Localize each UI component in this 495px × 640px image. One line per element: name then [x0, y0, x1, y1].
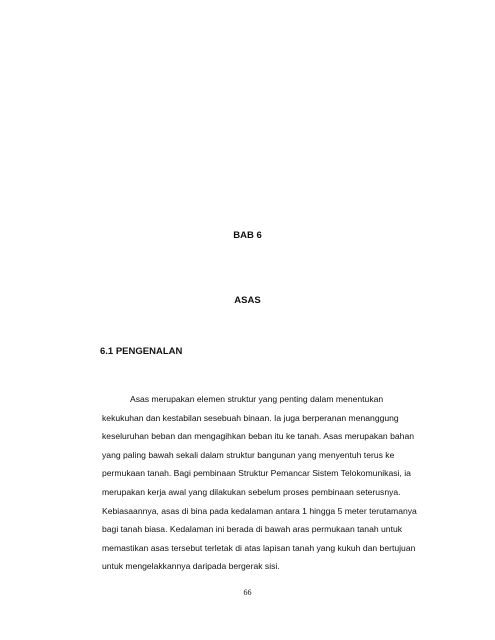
- paragraph-line: kekukuhan dan kestabilan sesebuah binaan. Ia juga berperanan menanggung: [102, 412, 399, 423]
- paragraph-line: untuk mengelakkannya daripada bergerak sisi.: [102, 561, 280, 572]
- body-paragraph: [102, 390, 417, 576]
- chapter-number: BAB 6: [233, 230, 262, 241]
- paragraph-line: keseluruhan beban dan mengagihkan beban itu ke tanah. Asas merupakan bahan: [102, 431, 414, 442]
- paragraph-line: Asas merupakan elemen struktur yang penting dalam menentukan: [130, 394, 384, 404]
- paragraph-line: memastikan asas tersebut terletak di atas lapisan tanah yang kukuh dan bertujuan: [102, 542, 416, 553]
- section-heading: 6.1 PENGENALAN: [100, 346, 183, 357]
- chapter-title: ASAS: [234, 295, 261, 306]
- paragraph-line: merupakan kerja awal yang dilakukan sebelum proses pembinaan seterusnya.: [102, 486, 401, 497]
- paragraph-line: permukaan tanah. Bagi pembinaan Struktur Pemancar Sistem Telokomunikasi, ia: [102, 468, 411, 479]
- paragraph-line: Kebiasaannya, asas di bina pada kedalaman antara 1 hingga 5 meter terutamanya: [102, 505, 417, 516]
- paragraph-line: yang paling bawah sekali dalam struktur bangunan yang menyentuh terus ke: [102, 449, 395, 460]
- page-number: 66: [243, 588, 252, 597]
- paragraph-line: bagi tanah biasa. Kedalaman ini berada di bawah aras permukaan tanah untuk: [102, 524, 403, 535]
